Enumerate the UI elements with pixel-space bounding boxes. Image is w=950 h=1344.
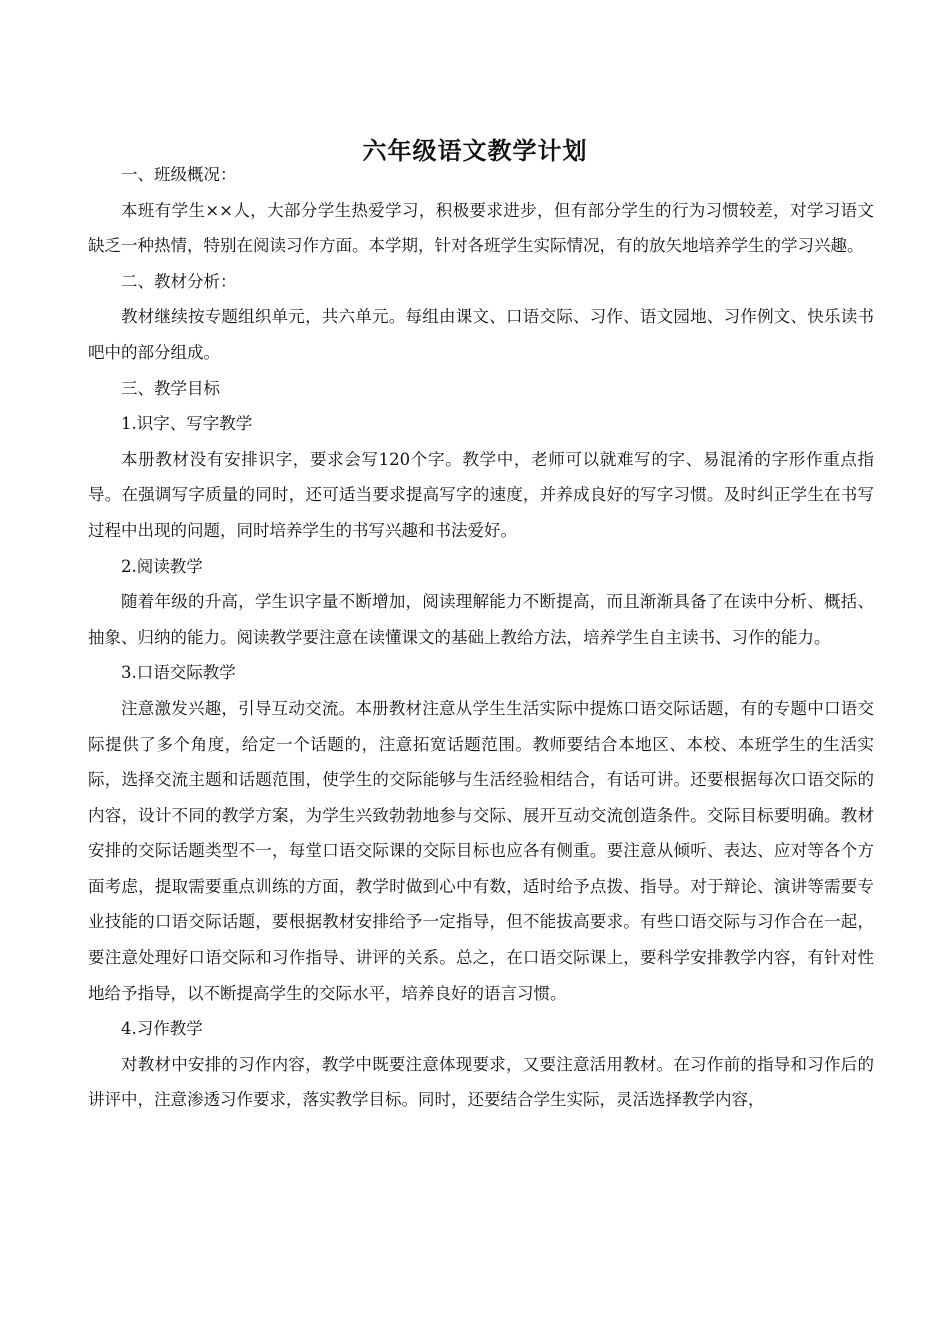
document-title: 六年级语文教学计划 <box>362 136 588 166</box>
document-body <box>88 157 874 1118</box>
section-heading-textbook-analysis: 二、教材分析： <box>121 271 237 291</box>
subheading-composition: 4.习作教学 <box>121 1019 203 1039</box>
paragraph-textbook-analysis: 教材继续按专题组织单元，共六单元。每组由课文、口语交际、习作、语文园地、习作例文、快乐读书吧中的部分组成。 <box>88 307 874 362</box>
subheading-oral-communication: 3.口语交际教学 <box>121 663 236 683</box>
paragraph-literacy-writing: 本册教材没有安排识字，要求会写120个字。教学中，老师可以就难写的字、易混淆的字形作重点指导。在强调写字质量的同时，还可适当要求提高写字的速度，并养成良好的写字习惯。及时纠正学生在书写过程中出现的问题，同时培养学生的书写兴趣和书法爱好。 <box>88 449 874 540</box>
section-heading-class-overview: 一、班级概况： <box>121 165 237 184</box>
paragraph-class-overview: 本班有学生××人，大部分学生热爱学习，积极要求进步，但有部分学生的行为习惯较差，对学习语文缺乏一种热情，特别在阅读习作方面。本学期，针对各班学生实际情况，有的放矢地培养学生的学习兴趣。 <box>88 200 874 256</box>
subheading-reading: 2.阅读教学 <box>121 556 203 576</box>
paragraph-composition: 对教材中安排的习作内容，教学中既要注意体现要求，又要注意活用教材。在习作前的指导和习作后的讲评中，注意渗透习作要求，落实教学目标。同时，还要结合学生实际，灵活选择教学内容， <box>88 1054 874 1110</box>
paragraph-oral-communication: 注意激发兴趣，引导互动交流。本册教材注意从学生生活实际中提炼口语交际话题，有的专题中口语交际提供了多个角度，给定一个话题的，注意拓宽话题范围。教师要结合本地区、本校、本班学生的生活实际，选择交流主题和话题范围，使学生的交际能够与生活经验相结合，有话可讲。还要根据每次口语交际的内容，设计不同的教学方案，为学生兴致勃勃地参与交际、展开互动交流创造条件。交际目标要明确。教材安排的交际话题类型不一，每堂口语交际课的交际目标也应各有侧重。要注意从倾听、表达、应对等各个方面考虑，提取需要重点训练的方面，教学时做到心中有数，适时给予点拨、指导。对于辩论、演讲等需要专业技能的口语交际话题，要根据教材安排给予一定指导，但不能拔高要求。有些口语交际与习作合在一起，要注意处理好口语交际和习作指导、讲评的关系。总之，在口语交际课上，要科学安排教学内容，有针对性地给予指导，以不断提高学生的交际水平，培养良好的语言习惯。 <box>88 698 874 1003</box>
section-heading-teaching-goals: 三、教学目标 <box>121 378 220 398</box>
subheading-literacy-writing: 1.识字、写字教学 <box>121 414 253 434</box>
paragraph-reading: 随着年级的升高，学生识字量不断增加，阅读理解能力不断提高，而且渐渐具备了在读中分析、概括、抽象、归纳的能力。阅读教学要注意在读懂课文的基础上教给方法，培养学生自主读书、习作的能力。 <box>88 592 874 647</box>
